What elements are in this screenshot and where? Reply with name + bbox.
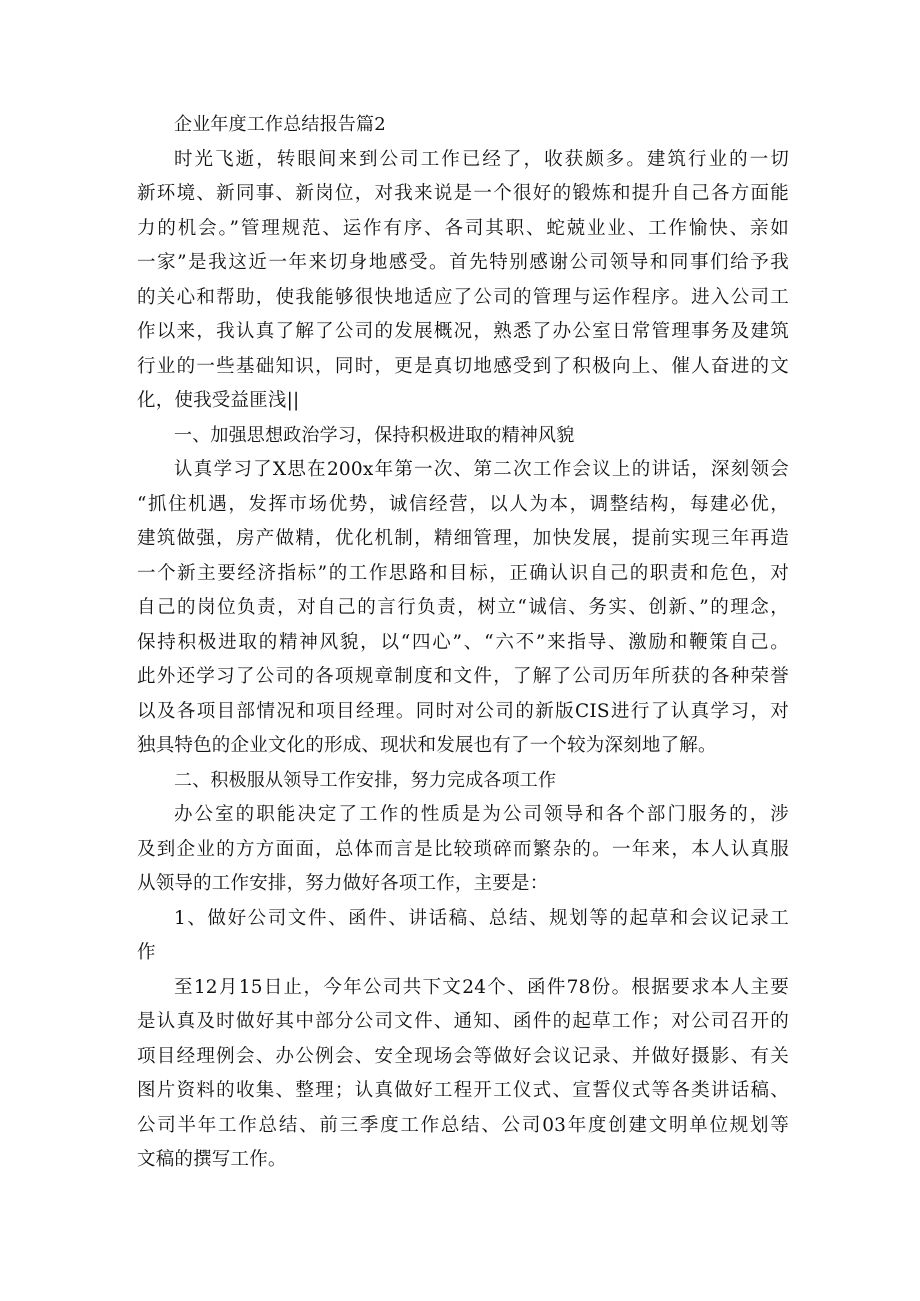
paragraph-line: 项目经理例会、办公例会、安全现场会等做好会议记录、并做好摄影、有关 [137,1045,789,1067]
paragraph-line: 行业的一些基础知识，同时，更是真切地感受到了积极向上、催人奋进的文 [137,355,789,377]
section-heading: 二、积极服从领导工作安排，努力完成各项工作 [174,769,557,791]
paragraph-line: 时光飞逝，转眼间来到公司工作已经了，收获颇多。建筑行业的一切 [174,148,789,170]
paragraph-line: 化，使我受益匪浅|| [137,390,300,411]
paragraph-line: 一个新主要经济指标”的工作思路和目标，正确认识自己的职责和危色，对 [137,562,789,584]
paragraph-line: 从领导的工作安排，努力做好各项工作，主要是： [137,873,549,894]
paragraph-line: 自己的岗位负责，对自己的言行负责，树立“诚信、务实、创新、”的理念， [137,597,789,618]
paragraph-line: 一家”是我这近一年来切身地感受。首先特别感谢公司领导和同事们给予我 [137,252,789,273]
list-item-line: 作 [137,942,156,963]
paragraph-line: 至12月15日止，今年公司共下文24个、函件78份。根据要求本人主要 [174,976,789,998]
document-body [137,108,789,1178]
paragraph-line: 文稿的撰写工作。 [137,1149,287,1170]
paragraph-line: 作以来，我认真了解了公司的发展概况，熟悉了办公室日常管理事务及建筑 [137,321,789,342]
paragraph-line: 办公室的职能决定了工作的性质是为公司领导和各个部门服务的，涉 [174,804,789,825]
paragraph-line: 是认真及时做好其中部分公司文件、通知、函件的起草工作；对公司召开的 [137,1011,789,1032]
document-title: 企业年度工作总结报告篇2 [174,114,386,135]
paragraph-line: 此外还学习了公司的各项规章制度和文件，了解了公司历年所获的各种荣誉 [137,666,789,687]
paragraph-line: 图片资料的收集、整理；认真做好工程开工仪式、宣誓仪式等各类讲话稿、 [137,1080,789,1101]
paragraph-line: 及到企业的方方面面，总体而言是比较琐碎而繁杂的。一年来，本人认真服 [137,838,789,860]
paragraph-line: 建筑做强，房产做精，优化机制，精细管理，加快发展，提前实现三年再造 [137,528,789,549]
paragraph-line: 独具特色的企业文化的形成、现状和发展也有了一个较为深刻地了解。 [137,735,717,756]
paragraph-line: 以及各项目部情况和项目经理。同时对公司的新版CIS进行了认真学习，对 [137,700,789,722]
paragraph-line: 公司半年工作总结、前三季度工作总结、公司03年度创建文明单位规划等 [137,1114,789,1136]
list-item-line: 1、做好公司文件、函件、讲话稿、总结、规划等的起草和会议记录工 [174,907,789,929]
paragraph-line: 力的机会。”管理规范、运作有序、各司其职、蛇兢业业、工作愉快、亲如 [137,217,789,239]
paragraph-line: 的关心和帮助，使我能够很快地适应了公司的管理与运作程序。进入公司工 [137,286,789,308]
paragraph-line: 认真学习了X思在200x年第一次、第二次工作会议上的讲话，深刻领会 [174,459,789,480]
section-heading: 一、加强思想政治学习，保持积极进取的精神风貌 [174,424,575,446]
paragraph-line: 保持积极进取的精神风貌，以“四心”、“六不”来指导、激励和鞭策自己。 [137,631,789,653]
paragraph-line: 新环境、新同事、新岗位，对我来说是一个很好的锻炼和提升自己各方面能 [137,183,789,204]
paragraph-line: “抓住机遇，发挥市场优势，诚信经营，以人为本，调整结构，每建必优， [137,493,789,515]
